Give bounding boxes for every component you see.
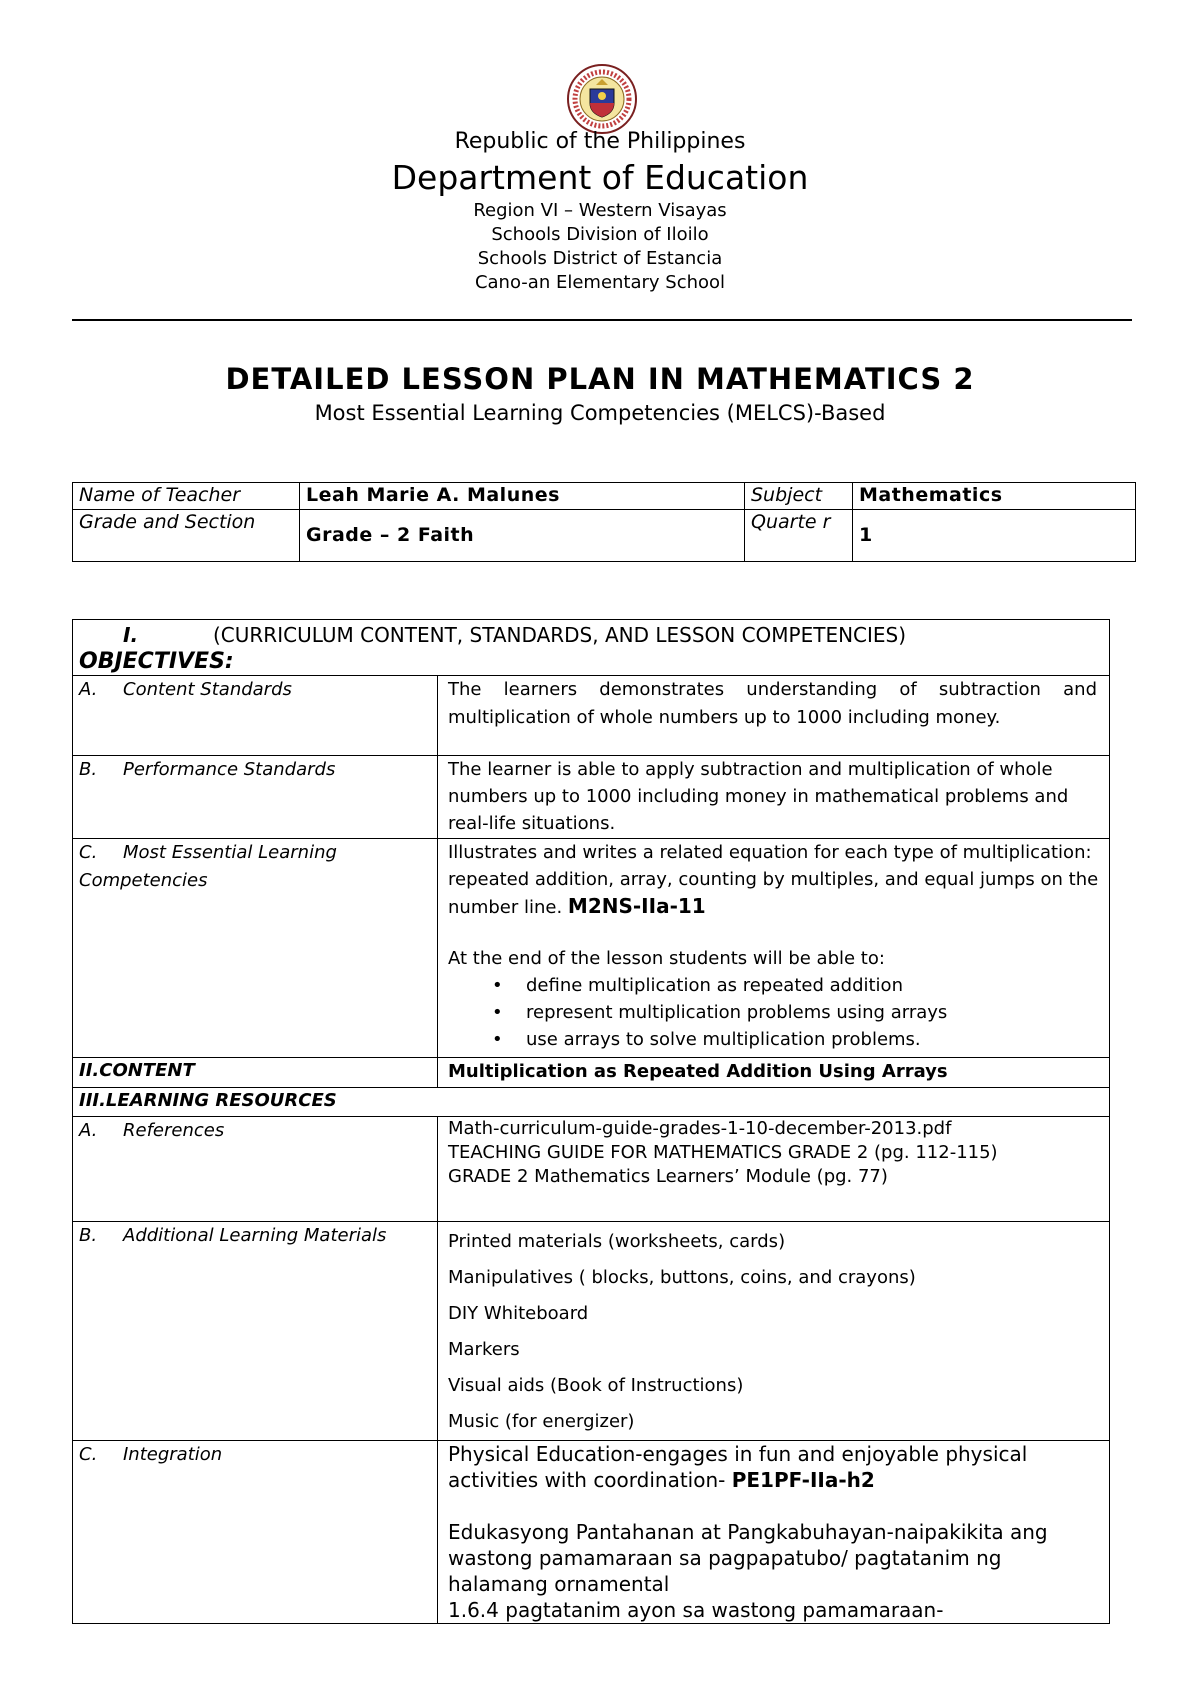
material-item: Printed materials (worksheets, cards): [448, 1231, 786, 1252]
performance-standards-text: The learner is able to apply subtraction and multiplication of whole numbers up to 1000 including money in mathematical problems and real-life situations.: [438, 756, 1110, 839]
end-of-lesson-intro: At the end of the lesson students will be able to:: [448, 948, 885, 969]
learning-resources-row: [73, 1088, 1110, 1117]
grade-value: Grade – 2 Faith: [300, 510, 745, 562]
reference-item: Math-curriculum-guide-grades-1-10-december-2013.pdf: [448, 1118, 952, 1139]
integration-pe-code: PE1PF-IIa-h2: [731, 1468, 875, 1492]
region-line: Region VI – Western Visayas: [473, 200, 727, 221]
deped-seal-logo: [566, 63, 638, 135]
performance-standards-letter: B.: [79, 759, 98, 780]
material-item: Music (for energizer): [448, 1411, 635, 1432]
reference-item: GRADE 2 Mathematics Learners’ Module (pg. 77): [448, 1166, 888, 1187]
melc-text: Illustrates and writes a related equation for each type of multiplication: repeated addition, array, counting by multiples, and equal jumps on the number line.: [448, 842, 1099, 918]
objectives-roman: I.: [123, 623, 139, 647]
learning-resources-label: III.LEARNING RESOURCES: [73, 1088, 1110, 1117]
integration-letter: C.: [79, 1444, 98, 1465]
objectives-label: OBJECTIVES:: [79, 649, 234, 674]
quarter-label: Quarte r: [745, 510, 853, 562]
objective-bullet: • define multiplication as repeated addition: [526, 972, 1103, 999]
materials-letter: B.: [79, 1225, 98, 1246]
performance-standards-row: [73, 756, 1110, 839]
district-line: Schools District of Estancia: [477, 248, 723, 269]
document-subtitle: Most Essential Learning Competencies (MELCS)-Based: [314, 401, 886, 425]
republic-heading: Republic of the Philippines: [454, 129, 746, 154]
subject-value: Mathematics: [853, 483, 1136, 510]
integration-epp-sub: 1.6.4 pagtatanim ayon sa wastong pamamaraan-: [448, 1598, 944, 1622]
integration-pe-text: Physical Education-engages in fun and enjoyable physical activities with coordination-: [448, 1442, 1028, 1492]
content-standards-label: Content Standards: [123, 679, 292, 700]
objective-bullet: • use arrays to solve multiplication problems.: [526, 1026, 1103, 1053]
objectives-bullet-list: [448, 972, 1103, 1053]
materials-row: [73, 1222, 1110, 1441]
performance-standards-label: Performance Standards: [123, 759, 336, 780]
content-row: [73, 1058, 1110, 1088]
content-standards-text: The learners demonstrates understanding of subtraction and multiplication of whole numbers up to 1000 including money.: [438, 676, 1110, 756]
reference-item: TEACHING GUIDE FOR MATHEMATICS GRADE 2 (pg. 112-115): [448, 1142, 998, 1163]
references-row: [73, 1117, 1110, 1222]
content-label: II.CONTENT: [73, 1058, 438, 1088]
teacher-info-table: [72, 482, 1136, 562]
teacher-label: Name of Teacher: [73, 483, 300, 510]
lesson-plan-table: [72, 619, 1110, 1624]
melc-code: M2NS-IIa-11: [567, 894, 706, 918]
references-letter: A.: [79, 1120, 98, 1141]
objective-bullet: • represent multiplication problems using arrays: [526, 999, 1103, 1026]
material-item: Markers: [448, 1339, 520, 1360]
melc-letter: C.: [79, 842, 98, 863]
objectives-heading-row: [73, 620, 1110, 676]
content-standards-letter: A.: [79, 679, 98, 700]
material-item: DIY Whiteboard: [448, 1303, 589, 1324]
content-standards-row: [73, 676, 1110, 756]
melc-row: [73, 839, 1110, 1058]
teacher-value: Leah Marie A. Malunes: [300, 483, 745, 510]
division-line: Schools Division of Iloilo: [491, 224, 709, 245]
integration-row: [73, 1441, 1110, 1624]
melc-label: Most Essential Learning Competencies: [79, 842, 337, 891]
integration-label: Integration: [123, 1444, 223, 1465]
quarter-value: 1: [853, 510, 1136, 562]
school-line: Cano-an Elementary School: [474, 272, 726, 293]
objectives-heading: (CURRICULUM CONTENT, STANDARDS, AND LESSON COMPETENCIES): [213, 623, 907, 647]
material-item: Visual aids (Book of Instructions): [448, 1375, 744, 1396]
subject-label: Subject: [745, 483, 853, 510]
header-divider: [72, 319, 1132, 321]
content-text: Multiplication as Repeated Addition Using Arrays: [438, 1058, 1110, 1088]
department-heading: Department of Education: [391, 158, 809, 197]
document-title: DETAILED LESSON PLAN IN MATHEMATICS 2: [225, 362, 975, 396]
material-item: Manipulatives ( blocks, buttons, coins, and crayons): [448, 1267, 916, 1288]
grade-label: Grade and Section: [73, 510, 300, 562]
integration-epp-text: Edukasyong Pantahanan at Pangkabuhayan-naipakikita ang wastong pamamaraan sa pagpapatubo/ pagtatanim ng halamang ornamental: [448, 1520, 1048, 1596]
materials-label: Additional Learning Materials: [123, 1225, 387, 1246]
references-label: References: [123, 1120, 225, 1141]
